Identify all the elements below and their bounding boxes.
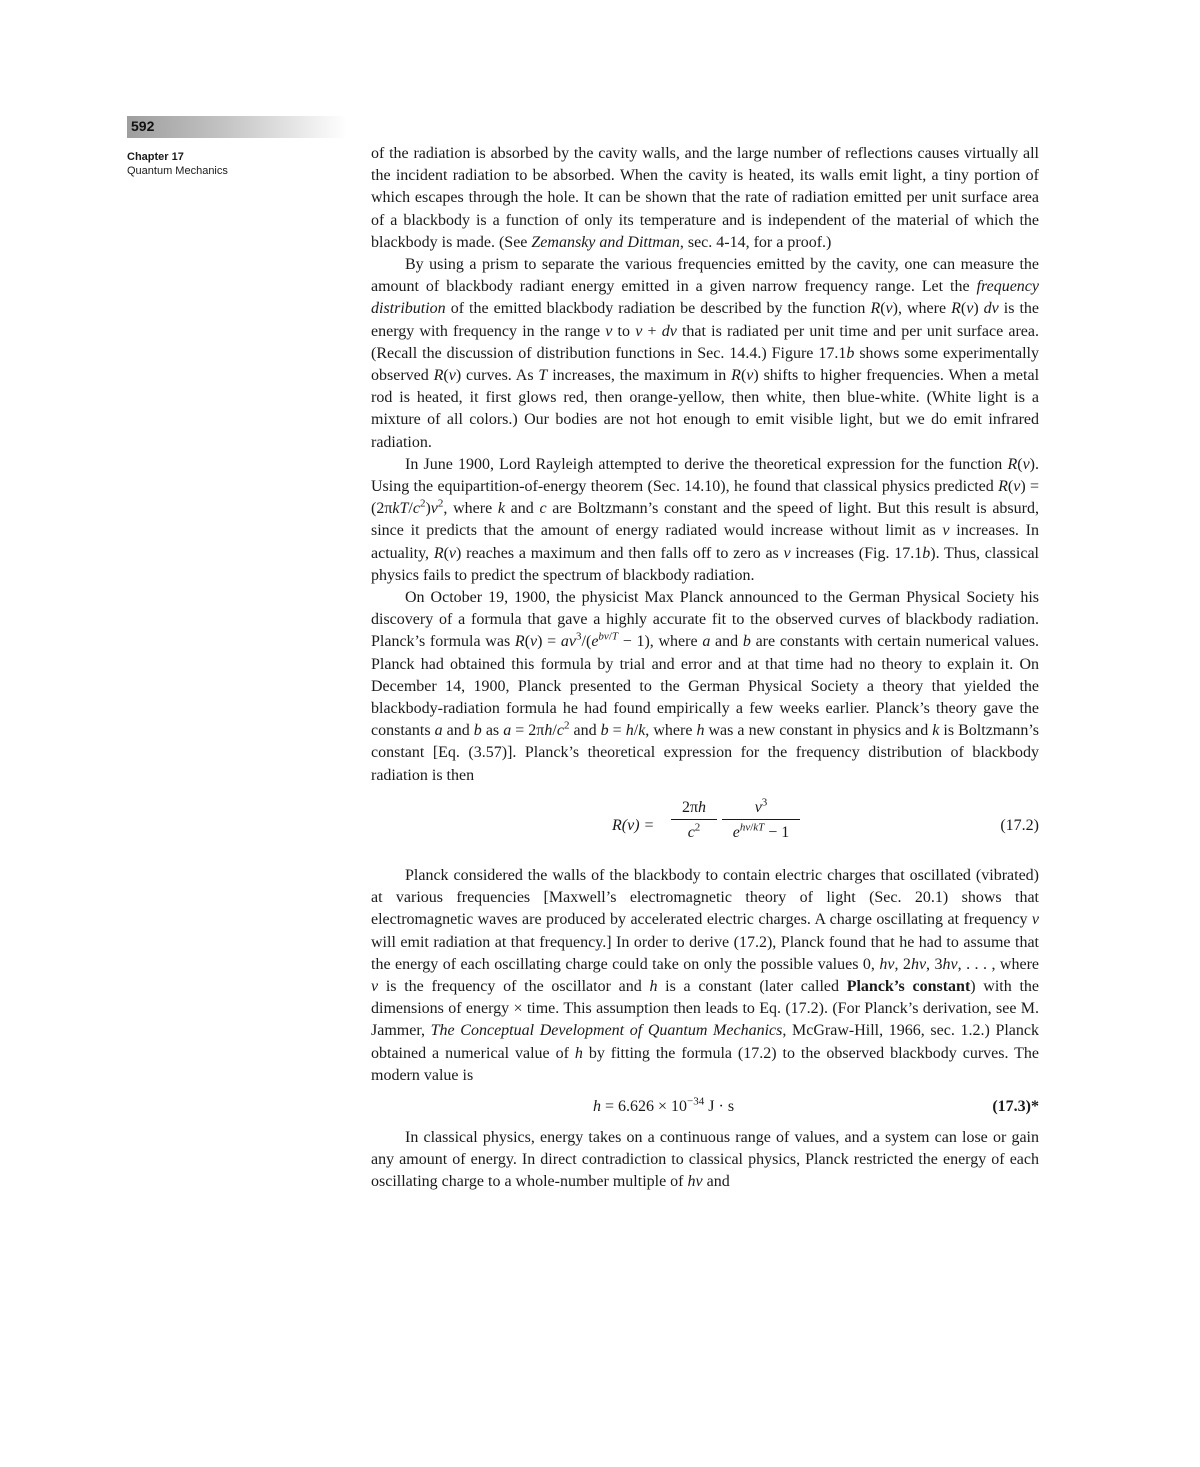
fraction-2pih-over-c2	[671, 797, 717, 844]
equation-17-2	[371, 787, 1039, 865]
equation-lhs: R(ν) =	[612, 816, 655, 834]
paragraph: On October 19, 1900, the physicist Max Planck announced to the German Physical Society his discovery of a formula that gave a highly accurate fit to the observed curves of blackbody radiation. Planck’s formula was $R(\nu) = a\nu^3/(e^{b\nu/T} - 1)$, where a and b are constants with certain numerical values. Planck had obtained this formula by trial and error and at that time had no theory to explain it. On December 14, 1900, Planck presented to the German Physical Society a theory that yielded the blackbody-radiation formula he had found empirically a few weeks earlier. Planck’s theory gave the constants a and b as $a = 2\pi h/c^2$ and b = h/k, where h was a new constant in physics and k is Boltzmann’s constant [Eq. (3.57)]. Planck’s theoretical expression for the frequency distribution of blackbody radiation is then	[371, 589, 1040, 784]
equation-number: (17.3)*	[992, 1097, 1039, 1115]
fraction-nu3-over-exp	[722, 797, 800, 844]
equation-number: (17.2)	[1000, 816, 1039, 834]
fraction-numerator: $\nu^3$	[722, 797, 800, 820]
paragraph: of the radiation is absorbed by the cavity walls, and the large number of reflections causes virtually all the incident radiation to be absorbed. When the cavity is heated, its walls emit light, a tiny portion of which escapes through the hole. It can be shown that the rate of radiation emitted per unit surface area of a blackbody is a function of only its temperature and is independent of the material of which the blackbody is made. (See Zemansky and Dittman, sec. 4-14, for a proof.)	[371, 145, 1039, 251]
paragraph: By using a prism to separate the various frequencies emitted by the cavity, one can measure the amount of blackbody radiant energy emitted in a given narrow frequency range. Let the frequency distribution of the emitted blackbody radiation be described by the function R(ν), where R(ν) dν is the energy with frequency in the range ν to ν + dν that is radiated per unit time and per unit surface area. (Recall the discussion of distribution functions in Sec. 14.4.) Figure 17.1b shows some experimentally observed R(ν) curves. As T increases, the maximum in R(ν) shifts to higher frequencies. When a metal rod is heated, it first glows red, then orange-yellow, then white, then blue-white. (White light is a mixture of all colors.) Our bodies are not hot enough to emit visible light, but we do emit infrared radiation.	[371, 256, 1040, 451]
body-text	[371, 143, 1039, 1194]
fraction-denominator: $e^{h\nu/kT} - 1$	[732, 821, 790, 841]
chapter-title: Quantum Mechanics	[127, 165, 228, 177]
chapter-label: Chapter 17	[127, 151, 184, 163]
paragraph: In classical physics, energy takes on a continuous range of values, and a system can lose or gain any amount of energy. In direct contradiction to classical physics, Planck restricted the energy of each oscillating charge to a whole-number multiple of hν and	[371, 1128, 1039, 1191]
paragraph: In June 1900, Lord Rayleigh attempted to derive the theoretical expression for the function R(ν). Using the equipartition-of-energy theorem (Sec. 14.10), he found that classical physics predicted $R(\nu) = (2\pi kT/c^2)\nu^2$, where k and c are Boltzmann’s constant and the speed of light. But this result is absurd, since it predicts that the amount of energy radiated would increase without limit as ν increases. In actuality, R(ν) reaches a maximum and then falls off to zero as ν increases (Fig. 17.1b). Thus, classical physics fails to predict the spectrum of blackbody radiation.	[371, 455, 1040, 584]
page-number: 592	[131, 118, 155, 134]
equation-expression: $h = 6.626 \times 10^{-34}$ J · s	[593, 1095, 735, 1115]
fraction-numerator: 2πh	[671, 797, 717, 820]
equation-17-3	[371, 1087, 1039, 1127]
chapter-heading	[127, 150, 228, 178]
fraction-denominator: $c^2$	[687, 821, 701, 841]
page-number-bar	[127, 116, 347, 138]
paragraph: Planck considered the walls of the blackbody to contain electric charges that oscillated (vibrated) at various frequencies [Maxwell’s electromagnetic theory of light (Sec. 20.1) shows that electromagnetic waves are produced by accelerated electric charges. A charge oscillating at frequency ν will emit radiation at that frequency.] In order to derive (17.2), Planck found that he had to assume that the energy of each oscillating charge could take on only the possible values 0, hν, 2hν, 3hν, . . . , where ν is the frequency of the oscillator and h is a constant (later called Planck’s constant) with the dimensions of energy × time. This assumption then leads to Eq. (17.2). (For Planck’s derivation, see M. Jammer, The Conceptual Development of Quantum Mechanics, McGraw-Hill, 1966, sec. 1.2.) Planck obtained a numerical value of h by fitting the formula (17.2) to the observed blackbody curves. The modern value is	[371, 866, 1040, 1084]
